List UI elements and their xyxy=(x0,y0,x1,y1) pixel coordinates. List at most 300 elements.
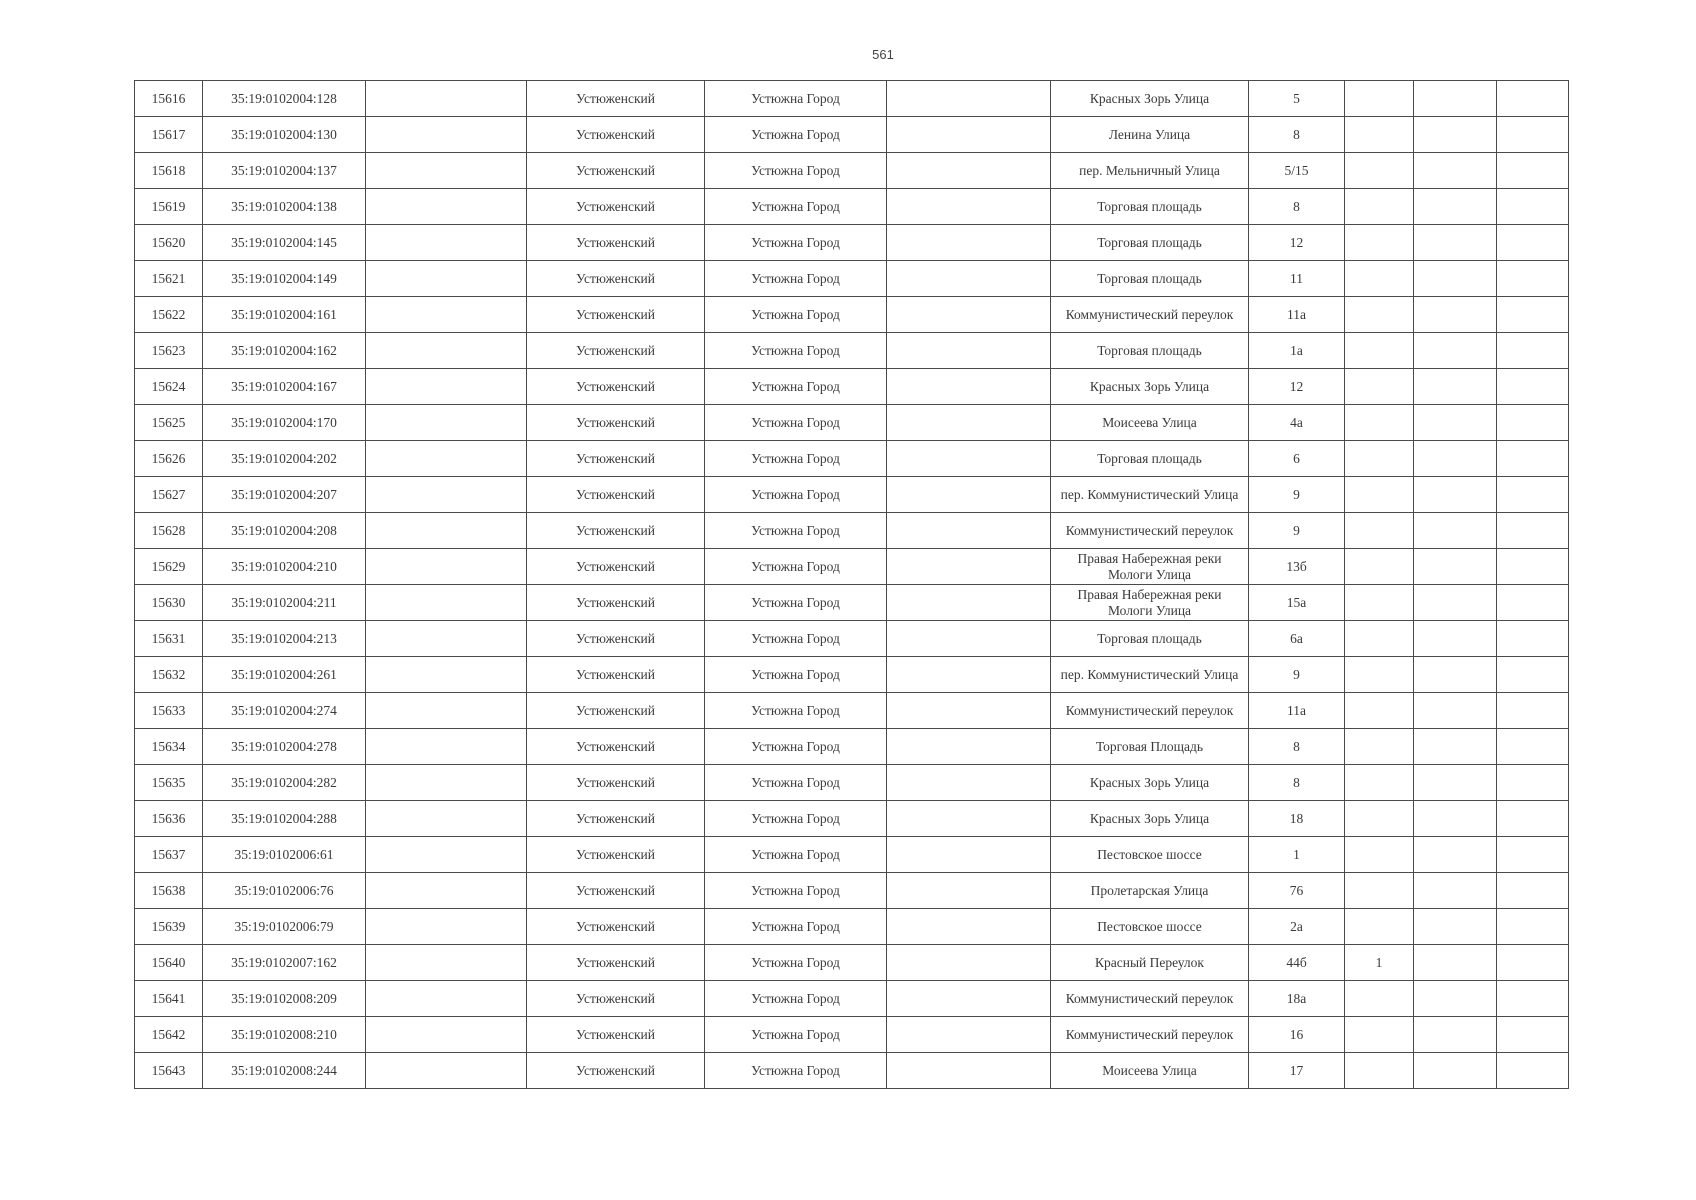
street-cell: пер. Мельничный Улица xyxy=(1051,153,1249,189)
table-row xyxy=(135,369,1569,405)
row-number-cell: 15640 xyxy=(135,945,203,981)
empty-cell xyxy=(887,81,1051,117)
district-cell: Устюженский xyxy=(527,81,705,117)
cadastral-number-cell: 35:19:0102004:161 xyxy=(203,297,366,333)
cadastral-number-cell: 35:19:0102004:130 xyxy=(203,117,366,153)
street-cell: пер. Коммунистический Улица xyxy=(1051,477,1249,513)
settlement-cell: Устюжна Город xyxy=(705,549,887,585)
empty-cell xyxy=(1497,513,1569,549)
extra-cell xyxy=(1345,729,1414,765)
table-body xyxy=(135,81,1569,1089)
house-number-cell: 16 xyxy=(1249,1017,1345,1053)
empty-cell xyxy=(366,369,527,405)
extra-cell xyxy=(1345,405,1414,441)
empty-cell xyxy=(887,153,1051,189)
street-cell: Правая Набережная реки Мологи Улица xyxy=(1051,549,1249,585)
street-cell: Коммунистический переулок xyxy=(1051,1017,1249,1053)
cadastral-number-cell: 35:19:0102004:167 xyxy=(203,369,366,405)
cadastral-number-cell: 35:19:0102008:209 xyxy=(203,981,366,1017)
district-cell: Устюженский xyxy=(527,873,705,909)
cadastral-number-cell: 35:19:0102004:207 xyxy=(203,477,366,513)
house-number-cell: 9 xyxy=(1249,477,1345,513)
district-cell: Устюженский xyxy=(527,837,705,873)
empty-cell xyxy=(887,225,1051,261)
cadastral-number-cell: 35:19:0102006:76 xyxy=(203,873,366,909)
row-number-cell: 15643 xyxy=(135,1053,203,1089)
extra-cell xyxy=(1345,189,1414,225)
extra-cell xyxy=(1345,261,1414,297)
table-row xyxy=(135,81,1569,117)
street-cell: Коммунистический переулок xyxy=(1051,513,1249,549)
extra-cell xyxy=(1345,333,1414,369)
empty-cell xyxy=(887,621,1051,657)
empty-cell xyxy=(1414,477,1497,513)
empty-cell xyxy=(1497,225,1569,261)
settlement-cell: Устюжна Город xyxy=(705,657,887,693)
empty-cell xyxy=(887,1017,1051,1053)
street-cell: Пролетарская Улица xyxy=(1051,873,1249,909)
extra-cell xyxy=(1345,441,1414,477)
empty-cell xyxy=(887,513,1051,549)
house-number-cell: 12 xyxy=(1249,225,1345,261)
empty-cell xyxy=(1497,549,1569,585)
empty-cell xyxy=(1414,801,1497,837)
extra-cell xyxy=(1345,1053,1414,1089)
settlement-cell: Устюжна Город xyxy=(705,909,887,945)
district-cell: Устюженский xyxy=(527,153,705,189)
cadastral-number-cell: 35:19:0102004:210 xyxy=(203,549,366,585)
cadastral-number-cell: 35:19:0102004:288 xyxy=(203,801,366,837)
empty-cell xyxy=(1414,333,1497,369)
house-number-cell: 12 xyxy=(1249,369,1345,405)
settlement-cell: Устюжна Город xyxy=(705,981,887,1017)
empty-cell xyxy=(1414,729,1497,765)
empty-cell xyxy=(1497,477,1569,513)
house-number-cell: 9 xyxy=(1249,657,1345,693)
table-row xyxy=(135,693,1569,729)
house-number-cell: 11а xyxy=(1249,297,1345,333)
street-cell: Торговая площадь xyxy=(1051,441,1249,477)
empty-cell xyxy=(1497,1017,1569,1053)
extra-cell xyxy=(1345,909,1414,945)
table-row xyxy=(135,837,1569,873)
settlement-cell: Устюжна Город xyxy=(705,945,887,981)
empty-cell xyxy=(1497,153,1569,189)
empty-cell xyxy=(1497,117,1569,153)
table-row xyxy=(135,585,1569,621)
settlement-cell: Устюжна Город xyxy=(705,513,887,549)
settlement-cell: Устюжна Город xyxy=(705,369,887,405)
street-cell: Красный Переулок xyxy=(1051,945,1249,981)
district-cell: Устюженский xyxy=(527,729,705,765)
empty-cell xyxy=(1414,441,1497,477)
row-number-cell: 15633 xyxy=(135,693,203,729)
empty-cell xyxy=(1414,657,1497,693)
empty-cell xyxy=(366,117,527,153)
empty-cell xyxy=(366,513,527,549)
row-number-cell: 15627 xyxy=(135,477,203,513)
table-row xyxy=(135,765,1569,801)
empty-cell xyxy=(1414,621,1497,657)
empty-cell xyxy=(1414,297,1497,333)
table-row xyxy=(135,477,1569,513)
row-number-cell: 15629 xyxy=(135,549,203,585)
settlement-cell: Устюжна Город xyxy=(705,153,887,189)
cadastral-number-cell: 35:19:0102004:202 xyxy=(203,441,366,477)
table-row xyxy=(135,297,1569,333)
street-cell: Пестовское шоссе xyxy=(1051,909,1249,945)
cadastral-number-cell: 35:19:0102004:282 xyxy=(203,765,366,801)
district-cell: Устюженский xyxy=(527,441,705,477)
extra-cell xyxy=(1345,513,1414,549)
empty-cell xyxy=(1414,513,1497,549)
empty-cell xyxy=(1497,81,1569,117)
empty-cell xyxy=(887,729,1051,765)
district-cell: Устюженский xyxy=(527,945,705,981)
table-row xyxy=(135,225,1569,261)
settlement-cell: Устюжна Город xyxy=(705,189,887,225)
street-cell: Пестовское шоссе xyxy=(1051,837,1249,873)
empty-cell xyxy=(1414,405,1497,441)
extra-cell xyxy=(1345,873,1414,909)
settlement-cell: Устюжна Город xyxy=(705,405,887,441)
extra-cell xyxy=(1345,369,1414,405)
street-cell: Моисеева Улица xyxy=(1051,1053,1249,1089)
cadastral-number-cell: 35:19:0102004:149 xyxy=(203,261,366,297)
empty-cell xyxy=(1497,909,1569,945)
empty-cell xyxy=(1414,873,1497,909)
settlement-cell: Устюжна Город xyxy=(705,1053,887,1089)
street-cell: Красных Зорь Улица xyxy=(1051,765,1249,801)
row-number-cell: 15637 xyxy=(135,837,203,873)
district-cell: Устюженский xyxy=(527,225,705,261)
row-number-cell: 15632 xyxy=(135,657,203,693)
row-number-cell: 15631 xyxy=(135,621,203,657)
empty-cell xyxy=(366,765,527,801)
row-number-cell: 15618 xyxy=(135,153,203,189)
table-row xyxy=(135,513,1569,549)
street-cell: Торговая площадь xyxy=(1051,333,1249,369)
cadastral-number-cell: 35:19:0102004:138 xyxy=(203,189,366,225)
street-cell: пер. Коммунистический Улица xyxy=(1051,657,1249,693)
empty-cell xyxy=(1414,81,1497,117)
cadastral-number-cell: 35:19:0102008:244 xyxy=(203,1053,366,1089)
empty-cell xyxy=(1497,297,1569,333)
cadastral-number-cell: 35:19:0102004:128 xyxy=(203,81,366,117)
extra-cell xyxy=(1345,81,1414,117)
cadastral-number-cell: 35:19:0102004:137 xyxy=(203,153,366,189)
settlement-cell: Устюжна Город xyxy=(705,801,887,837)
empty-cell xyxy=(1497,945,1569,981)
house-number-cell: 17 xyxy=(1249,1053,1345,1089)
empty-cell xyxy=(1414,261,1497,297)
extra-cell: 1 xyxy=(1345,945,1414,981)
empty-cell xyxy=(366,297,527,333)
settlement-cell: Устюжна Город xyxy=(705,333,887,369)
empty-cell xyxy=(887,297,1051,333)
row-number-cell: 15623 xyxy=(135,333,203,369)
house-number-cell: 44б xyxy=(1249,945,1345,981)
table-row xyxy=(135,873,1569,909)
empty-cell xyxy=(887,837,1051,873)
house-number-cell: 18 xyxy=(1249,801,1345,837)
empty-cell xyxy=(366,1017,527,1053)
cadastral-number-cell: 35:19:0102004:213 xyxy=(203,621,366,657)
extra-cell xyxy=(1345,117,1414,153)
empty-cell xyxy=(366,873,527,909)
row-number-cell: 15622 xyxy=(135,297,203,333)
street-cell: Торговая площадь xyxy=(1051,189,1249,225)
empty-cell xyxy=(1414,693,1497,729)
empty-cell xyxy=(1497,405,1569,441)
district-cell: Устюженский xyxy=(527,297,705,333)
settlement-cell: Устюжна Город xyxy=(705,297,887,333)
empty-cell xyxy=(1414,837,1497,873)
empty-cell xyxy=(366,621,527,657)
empty-cell xyxy=(887,333,1051,369)
empty-cell xyxy=(887,369,1051,405)
house-number-cell: 5/15 xyxy=(1249,153,1345,189)
street-cell: Коммунистический переулок xyxy=(1051,693,1249,729)
empty-cell xyxy=(366,405,527,441)
empty-cell xyxy=(366,153,527,189)
cadastral-number-cell: 35:19:0102004:261 xyxy=(203,657,366,693)
row-number-cell: 15638 xyxy=(135,873,203,909)
settlement-cell: Устюжна Город xyxy=(705,225,887,261)
extra-cell xyxy=(1345,981,1414,1017)
empty-cell xyxy=(366,981,527,1017)
settlement-cell: Устюжна Город xyxy=(705,837,887,873)
street-cell: Торговая площадь xyxy=(1051,621,1249,657)
empty-cell xyxy=(1497,621,1569,657)
empty-cell xyxy=(366,81,527,117)
empty-cell xyxy=(1497,585,1569,621)
extra-cell xyxy=(1345,765,1414,801)
table-row xyxy=(135,117,1569,153)
settlement-cell: Устюжна Город xyxy=(705,765,887,801)
empty-cell xyxy=(887,801,1051,837)
extra-cell xyxy=(1345,153,1414,189)
row-number-cell: 15630 xyxy=(135,585,203,621)
settlement-cell: Устюжна Город xyxy=(705,873,887,909)
cadastral-number-cell: 35:19:0102007:162 xyxy=(203,945,366,981)
street-cell: Коммунистический переулок xyxy=(1051,981,1249,1017)
empty-cell xyxy=(366,585,527,621)
empty-cell xyxy=(1414,189,1497,225)
district-cell: Устюженский xyxy=(527,1053,705,1089)
row-number-cell: 15621 xyxy=(135,261,203,297)
empty-cell xyxy=(366,909,527,945)
district-cell: Устюженский xyxy=(527,621,705,657)
row-number-cell: 15616 xyxy=(135,81,203,117)
street-cell: Торговая площадь xyxy=(1051,225,1249,261)
house-number-cell: 76 xyxy=(1249,873,1345,909)
empty-cell xyxy=(887,765,1051,801)
street-cell: Коммунистический переулок xyxy=(1051,297,1249,333)
empty-cell xyxy=(1497,729,1569,765)
street-cell: Торговая Площадь xyxy=(1051,729,1249,765)
table-row xyxy=(135,333,1569,369)
extra-cell xyxy=(1345,1017,1414,1053)
settlement-cell: Устюжна Город xyxy=(705,621,887,657)
house-number-cell: 11а xyxy=(1249,693,1345,729)
table-row xyxy=(135,801,1569,837)
settlement-cell: Устюжна Город xyxy=(705,261,887,297)
empty-cell xyxy=(1414,225,1497,261)
district-cell: Устюженский xyxy=(527,513,705,549)
cadastral-number-cell: 35:19:0102004:278 xyxy=(203,729,366,765)
empty-cell xyxy=(1497,801,1569,837)
table-row xyxy=(135,981,1569,1017)
street-cell: Красных Зорь Улица xyxy=(1051,81,1249,117)
empty-cell xyxy=(366,441,527,477)
empty-cell xyxy=(366,477,527,513)
empty-cell xyxy=(887,261,1051,297)
district-cell: Устюженский xyxy=(527,549,705,585)
cadastral-number-cell: 35:19:0102004:145 xyxy=(203,225,366,261)
empty-cell xyxy=(366,189,527,225)
empty-cell xyxy=(366,657,527,693)
district-cell: Устюженский xyxy=(527,585,705,621)
empty-cell xyxy=(887,945,1051,981)
empty-cell xyxy=(1497,765,1569,801)
house-number-cell: 2а xyxy=(1249,909,1345,945)
table-row xyxy=(135,1053,1569,1089)
row-number-cell: 15636 xyxy=(135,801,203,837)
street-cell: Ленина Улица xyxy=(1051,117,1249,153)
empty-cell xyxy=(1414,153,1497,189)
extra-cell xyxy=(1345,657,1414,693)
extra-cell xyxy=(1345,801,1414,837)
row-number-cell: 15619 xyxy=(135,189,203,225)
empty-cell xyxy=(1497,441,1569,477)
district-cell: Устюженский xyxy=(527,801,705,837)
table-row xyxy=(135,621,1569,657)
cadastral-number-cell: 35:19:0102006:61 xyxy=(203,837,366,873)
row-number-cell: 15626 xyxy=(135,441,203,477)
row-number-cell: 15642 xyxy=(135,1017,203,1053)
empty-cell xyxy=(1414,1053,1497,1089)
row-number-cell: 15639 xyxy=(135,909,203,945)
house-number-cell: 8 xyxy=(1249,765,1345,801)
district-cell: Устюженский xyxy=(527,405,705,441)
extra-cell xyxy=(1345,585,1414,621)
empty-cell xyxy=(887,117,1051,153)
extra-cell xyxy=(1345,477,1414,513)
house-number-cell: 1а xyxy=(1249,333,1345,369)
district-cell: Устюженский xyxy=(527,117,705,153)
settlement-cell: Устюжна Город xyxy=(705,729,887,765)
empty-cell xyxy=(887,1053,1051,1089)
district-cell: Устюженский xyxy=(527,909,705,945)
empty-cell xyxy=(887,189,1051,225)
cadastral-number-cell: 35:19:0102004:208 xyxy=(203,513,366,549)
empty-cell xyxy=(1497,657,1569,693)
extra-cell xyxy=(1345,549,1414,585)
district-cell: Устюженский xyxy=(527,333,705,369)
district-cell: Устюженский xyxy=(527,477,705,513)
table-row xyxy=(135,945,1569,981)
house-number-cell: 6 xyxy=(1249,441,1345,477)
empty-cell xyxy=(887,405,1051,441)
settlement-cell: Устюжна Город xyxy=(705,117,887,153)
empty-cell xyxy=(366,945,527,981)
registry-table xyxy=(134,80,1569,1089)
empty-cell xyxy=(1414,765,1497,801)
empty-cell xyxy=(1497,981,1569,1017)
empty-cell xyxy=(887,477,1051,513)
row-number-cell: 15620 xyxy=(135,225,203,261)
street-cell: Красных Зорь Улица xyxy=(1051,801,1249,837)
house-number-cell: 5 xyxy=(1249,81,1345,117)
empty-cell xyxy=(1414,585,1497,621)
row-number-cell: 15624 xyxy=(135,369,203,405)
empty-cell xyxy=(366,837,527,873)
empty-cell xyxy=(1497,261,1569,297)
house-number-cell: 13б xyxy=(1249,549,1345,585)
extra-cell xyxy=(1345,225,1414,261)
empty-cell xyxy=(1497,189,1569,225)
house-number-cell: 15а xyxy=(1249,585,1345,621)
street-cell: Моисеева Улица xyxy=(1051,405,1249,441)
table-row xyxy=(135,189,1569,225)
cadastral-number-cell: 35:19:0102006:79 xyxy=(203,909,366,945)
house-number-cell: 4а xyxy=(1249,405,1345,441)
table-row xyxy=(135,729,1569,765)
empty-cell xyxy=(366,549,527,585)
settlement-cell: Устюжна Город xyxy=(705,441,887,477)
empty-cell xyxy=(887,441,1051,477)
extra-cell xyxy=(1345,837,1414,873)
row-number-cell: 15617 xyxy=(135,117,203,153)
table-row xyxy=(135,441,1569,477)
empty-cell xyxy=(1414,549,1497,585)
house-number-cell: 18а xyxy=(1249,981,1345,1017)
table-row xyxy=(135,405,1569,441)
table-row xyxy=(135,657,1569,693)
empty-cell xyxy=(1497,333,1569,369)
district-cell: Устюженский xyxy=(527,981,705,1017)
empty-cell xyxy=(366,801,527,837)
cadastral-number-cell: 35:19:0102004:170 xyxy=(203,405,366,441)
row-number-cell: 15628 xyxy=(135,513,203,549)
district-cell: Устюженский xyxy=(527,1017,705,1053)
settlement-cell: Устюжна Город xyxy=(705,1017,887,1053)
empty-cell xyxy=(887,693,1051,729)
empty-cell xyxy=(1414,981,1497,1017)
settlement-cell: Устюжна Город xyxy=(705,585,887,621)
extra-cell xyxy=(1345,693,1414,729)
table-row xyxy=(135,549,1569,585)
empty-cell xyxy=(366,1053,527,1089)
district-cell: Устюженский xyxy=(527,657,705,693)
row-number-cell: 15635 xyxy=(135,765,203,801)
house-number-cell: 9 xyxy=(1249,513,1345,549)
table-row xyxy=(135,153,1569,189)
house-number-cell: 1 xyxy=(1249,837,1345,873)
cadastral-number-cell: 35:19:0102008:210 xyxy=(203,1017,366,1053)
empty-cell xyxy=(887,585,1051,621)
house-number-cell: 8 xyxy=(1249,189,1345,225)
empty-cell xyxy=(887,981,1051,1017)
empty-cell xyxy=(1497,837,1569,873)
table-row xyxy=(135,1017,1569,1053)
empty-cell xyxy=(887,873,1051,909)
district-cell: Устюженский xyxy=(527,369,705,405)
house-number-cell: 8 xyxy=(1249,117,1345,153)
row-number-cell: 15641 xyxy=(135,981,203,1017)
extra-cell xyxy=(1345,297,1414,333)
